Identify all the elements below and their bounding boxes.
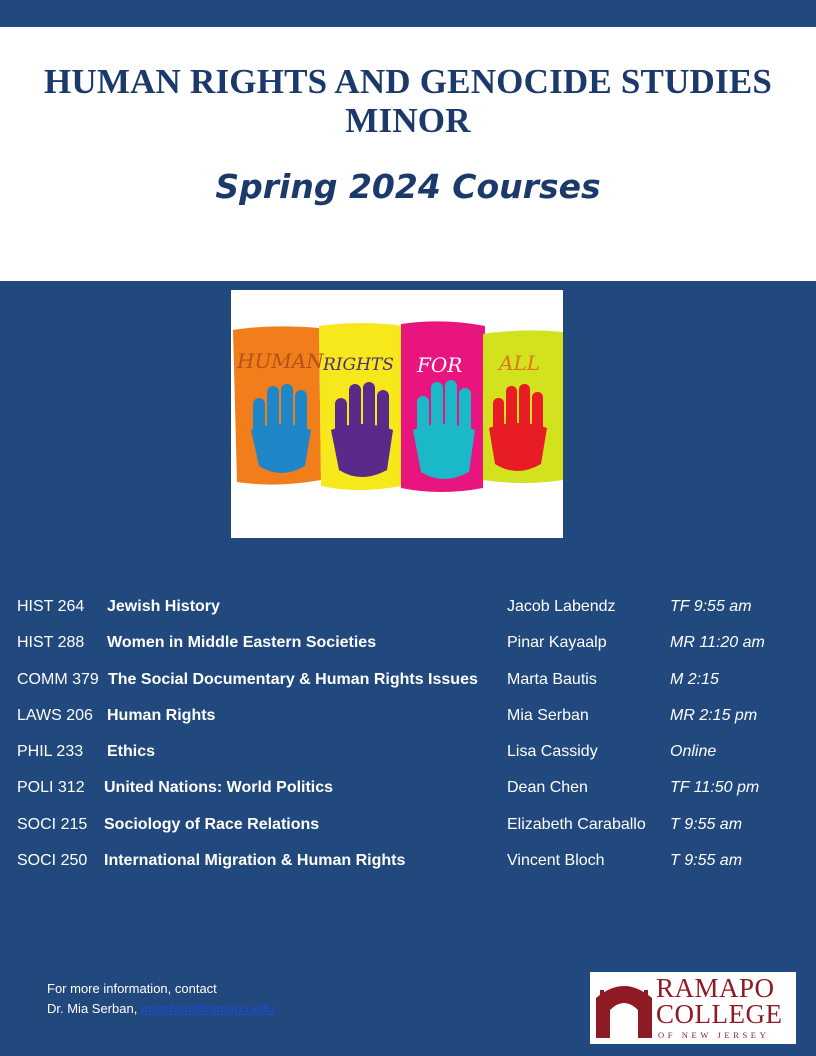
page-subtitle: Spring 2024 Courses: [215, 167, 601, 206]
ramapo-college-logo: [590, 972, 796, 1044]
course-time: MR 2:15 pm: [670, 706, 758, 724]
course-row: [0, 662, 816, 698]
banner-word-2: RIGHTS: [323, 355, 394, 375]
course-instructor: Dean Chen: [507, 779, 588, 797]
logo-subtitle: OF NEW JERSEY: [658, 1030, 770, 1040]
course-row: [0, 807, 816, 843]
course-row: [0, 770, 816, 806]
course-row: [0, 843, 816, 879]
course-name: Human Rights: [107, 706, 216, 724]
course-row: [0, 625, 816, 661]
title-line-1: HUMAN RIGHTS AND GENOCIDE STUDIES: [43, 62, 773, 101]
course-row: [0, 734, 816, 770]
logo-name-line-1: RAMAPO: [656, 973, 775, 1003]
contact-line-1: For more information, contact: [47, 981, 217, 996]
course-code: PHIL 233: [17, 743, 84, 761]
course-code: SOCI 215: [17, 815, 88, 833]
course-code: LAWS 206: [17, 706, 93, 724]
course-time: T 9:55 am: [670, 852, 743, 870]
course-code: HIST 288: [17, 634, 85, 652]
course-name: The Social Documentary & Human Rights Issues: [108, 670, 478, 688]
course-instructor: Vincent Bloch: [507, 852, 605, 870]
banner-word-4: ALL: [499, 351, 541, 375]
course-time: Online: [670, 743, 717, 761]
course-instructor: Pinar Kayaalp: [507, 634, 607, 652]
contact-line-2: [47, 999, 274, 1019]
top-strip: [0, 0, 816, 27]
course-name: Sociology of Race Relations: [104, 815, 320, 833]
course-code: HIST 264: [17, 598, 85, 615]
logo-name-line-2: COLLEGE: [656, 999, 783, 1029]
course-instructor: Lisa Cassidy: [507, 743, 598, 761]
human-rights-banner-image: [231, 290, 563, 538]
course-time: MR 11:20 am: [670, 634, 765, 652]
course-name: International Migration & Human Rights: [104, 852, 406, 870]
banner-illustration: [231, 290, 563, 538]
course-instructor: Jacob Labendz: [507, 598, 616, 615]
logo-arch-icon: [594, 976, 654, 1040]
course-instructor: Mia Serban: [507, 706, 589, 724]
banner-word-3: FOR: [417, 353, 463, 377]
course-code: COMM 379: [17, 670, 99, 688]
banner-word-1: HUMAN: [237, 349, 324, 373]
course-instructor: Elizabeth Caraballo: [507, 815, 646, 833]
course-time: T 9:55 am: [670, 815, 743, 833]
contact-info: [47, 979, 274, 1019]
course-code: SOCI 250: [17, 852, 88, 870]
course-time: TF 9:55 am: [670, 598, 752, 615]
contact-email-link[interactable]: mserban@ramapo.edu: [140, 1001, 275, 1016]
course-instructor: Marta Bautis: [507, 670, 597, 688]
course-row: [0, 589, 816, 625]
course-name: United Nations: World Politics: [104, 779, 334, 797]
title-line-2: MINOR: [345, 101, 471, 140]
course-name: Women in Middle Eastern Societies: [107, 634, 377, 652]
course-time: TF 11:50 pm: [670, 779, 760, 797]
contact-name: Dr. Mia Serban,: [47, 1001, 141, 1016]
course-list: [0, 589, 816, 879]
course-code: POLI 312: [17, 779, 85, 797]
page-title: [0, 62, 816, 140]
course-time: M 2:15: [670, 670, 719, 688]
course-name: Jewish History: [107, 598, 220, 615]
course-name: Ethics: [107, 743, 156, 761]
course-row: [0, 698, 816, 734]
